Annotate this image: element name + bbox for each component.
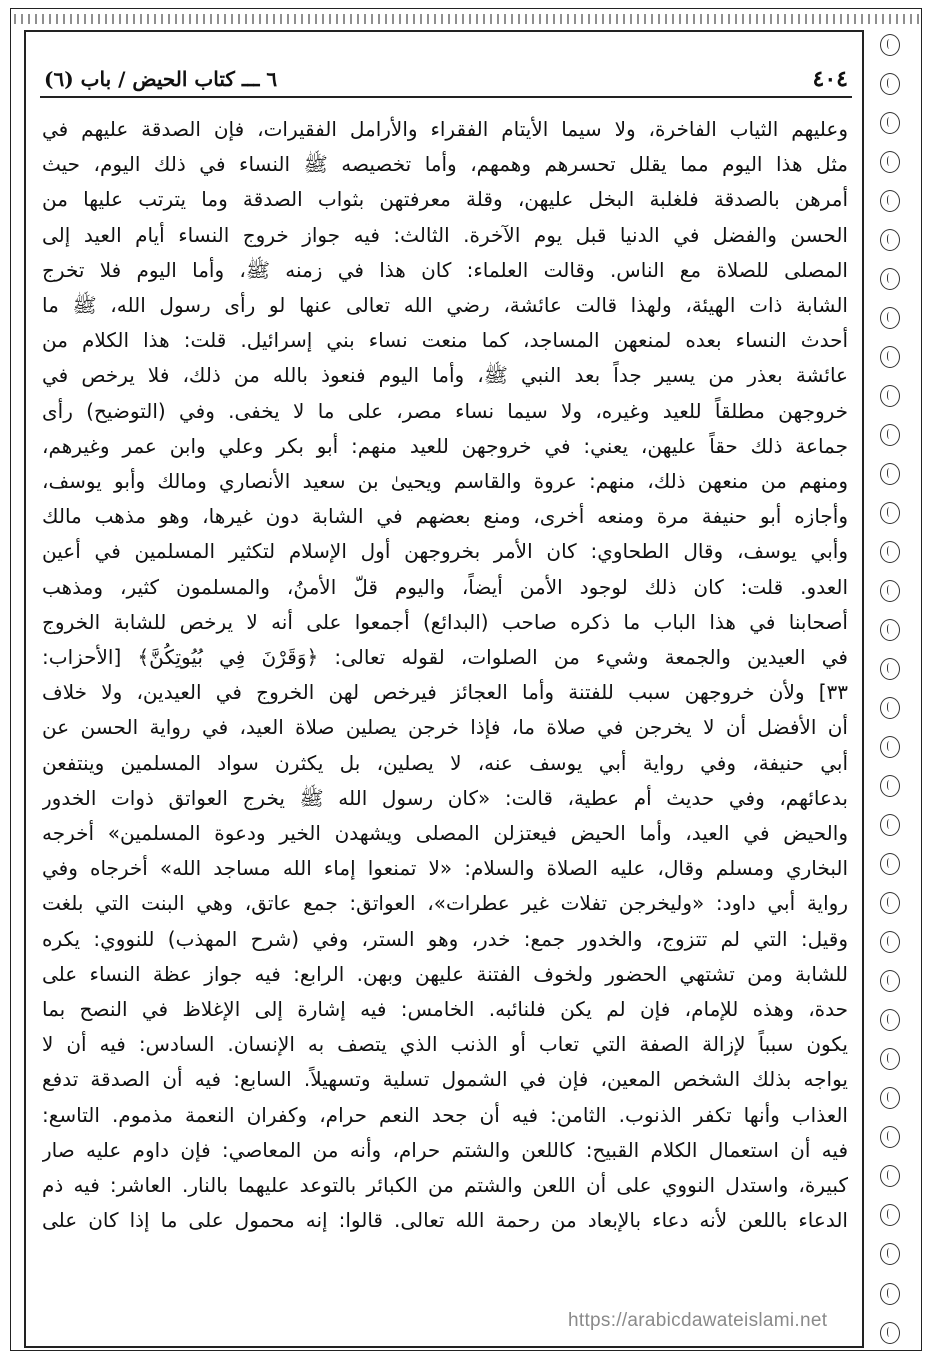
text-line: العذاب وأنها تكفر الذنوب. الثامن: فيه أن جحد النعم حرام، وكفران النعمة مذموم. التاسع: (42, 1102, 848, 1127)
ornament-icon (880, 502, 900, 524)
text-line: عائشة بعذر من يسير جداً بعد النبي ﷺ، وأما اليوم فنعوذ بالله من ذلك، فلا يرخص في (42, 363, 848, 388)
ornament-icon (880, 1204, 900, 1226)
text-line: أحدث النساء بعده لمنعهن المساجد، كما منعت نساء بني إسرائيل. قلت: هذا الكلام من (42, 328, 848, 353)
text-line: للشابة ومن تشتهي الحضور ولخوف الفتنة عليهن وبهن. الرابع: فيه جواز عظة النساء على (42, 961, 848, 986)
text-line: حدة، وهذه للإمام، فإن لم يكن فلنائبه. الخامس: فيه إشارة إلى الإغلاظ في النصح بما (42, 997, 848, 1022)
ornament-icon (880, 424, 900, 446)
ornament-icon (880, 658, 900, 680)
ornament-icon (880, 1243, 900, 1265)
text-line: الحسن والفضل في الدنيا قبل يوم الآخرة. الثالث: فيه جواز خروج النساء أيام العيد إلى (42, 222, 848, 247)
text-line: وأجازه أبو حنيفة مرة ومنعه أخرى، ومنع بعضهم في الشابة دون غيرها، وهو مذهب مالك (42, 504, 848, 529)
ornament-icon (880, 463, 900, 485)
text-line: المصلى للصلاة مع الناس. وقالت العلماء: كان هذا في زمنه ﷺ، وأما اليوم فلا تخرج (42, 257, 848, 282)
ornament-icon (880, 1009, 900, 1031)
ornament-icon (880, 1283, 900, 1305)
ornament-icon (880, 853, 900, 875)
text-line: البخاري ومسلم وقال، عليه الصلاة والسلام: «لا تمنعوا إماء الله مساجد الله» أخرجاه وفي (42, 856, 848, 881)
text-line: أصحابنا في هذا الباب ما ذكره صاحب (البدائع) أجمعوا على أنه لا يرخص للشابة الخروج (42, 609, 848, 634)
text-line: ومنهم من منعهن ذلك، منهم: عروة والقاسم ويحيىٰ بن سعيد الأنصاري ومالك وأبو يوسف، (42, 469, 848, 494)
text-line: رواية أبي داود: «وليخرجن تفلات غير عطرات»، العواتق: جمع عاتق، وهي البنت التي بلغت (42, 891, 848, 916)
ornament-icon (880, 229, 900, 251)
text-line: في العيدين والجمعة وشيء من الصلوات، لقوله تعالى: ﴿وَقَرْنَ فِي بُيُوتِكُنَّ﴾ [الأحزاب: (42, 645, 848, 670)
text-line: والحيض في العيد، وأما الحيض فيعتزلن المصلى ويشهدن الخير ودعوة المسلمين» أخرجه (42, 821, 848, 846)
side-ornament-column (862, 30, 918, 1348)
page-body (42, 112, 848, 1239)
running-title: ٦ ـــ كتاب الحيض / باب (٦) (44, 67, 278, 91)
ornament-icon (880, 190, 900, 212)
ornament-icon (880, 1048, 900, 1070)
ornament-icon (880, 1165, 900, 1187)
watermark-url: https://arabicdawateislami.net (568, 1310, 828, 1331)
text-line: أمرهن بالصدقة فلغلبة البخل عليهن، وقلة معرفتهن بثواب الصدقة وما يترتب عليها من (42, 187, 848, 212)
ornament-icon (880, 151, 900, 173)
text-line: الشابة ذات الهيئة، ولهذا قالت عائشة، رضي الله تعالى عنها لو رأى رسول الله، ﷺ ما (42, 293, 848, 318)
ornament-icon (880, 268, 900, 290)
text-line: كبيرة، واستدل النووي على أن اللعن والشتم من الكبائر بالتوعد عليهما بالنار. العاشر: فيه ذم (42, 1173, 848, 1198)
text-line: وعليهم الثياب الفاخرة، ولا سيما الأيتام الفقراء والأرامل الفقيرات، فإن الصدقة عليهم في (42, 117, 848, 141)
ornament-icon (880, 34, 900, 56)
ornament-icon (880, 112, 900, 134)
text-line: أن الأفضل أن لا يخرجن في صلاة ما، فإذا خرجن يصلين صلاة العيد، في رواية الحسن عن (42, 715, 848, 740)
ornament-icon (880, 814, 900, 836)
text-line: وقيل: التي لم تتزوج، والخدور جمع: خدر، وهو الستر، وفي (شرح المهذب) للنووي: يكره (42, 926, 848, 951)
page-number: ٤٠٤ (812, 66, 848, 92)
text-line: جماعة ذلك حقاً عليهن، يعني: في خروجهن للعيد منهم: أبو بكر وعلي وابن عمر وغيرهم، (42, 433, 848, 458)
text-line: يواجه بذلك الشخص المعين، فإن في الشمول تسلية وتسهيلاً. السابع: فيه أن الصدقة تدفع (42, 1067, 848, 1092)
ornament-icon (880, 892, 900, 914)
text-line: بدعائهم، وفي حديث أم عطية، قالت: «كان رسول الله ﷺ يخرج العواتق ذوات الخدور (42, 785, 848, 810)
page-header (40, 62, 852, 98)
ornament-icon (880, 1322, 900, 1344)
ornament-icon (880, 970, 900, 992)
ornament-icon (880, 1126, 900, 1148)
text-line: مثل هذا اليوم مما يقلل تحسرهم وهمهم، وأما تخصيصه ﷺ النساء في ذلك اليوم، حيث (42, 152, 848, 177)
ornament-icon (880, 1087, 900, 1109)
ornament-icon (880, 307, 900, 329)
ornament-icon (880, 931, 900, 953)
text-line: أبي حنيفة، وفي رواية أبي يوسف عنه، لا يصلين، بل يكثرن سواد المسلمين وينتفعن (42, 750, 848, 775)
ornament-icon (880, 73, 900, 95)
text-line: يكون سبباً لإزالة الصفة التي تعاب أو الذنب الذي يتصف به الإنسان. السادس: فيه أن لا (42, 1032, 848, 1057)
ornament-icon (880, 541, 900, 563)
ornament-icon (880, 697, 900, 719)
text-line: الدعاء باللعن لأنه دعاء بالإبعاد من رحمة الله تعالى. قالوا: إنه محمول على ما إذا كان على (42, 1208, 848, 1233)
ornament-icon (880, 775, 900, 797)
ornament-icon (880, 736, 900, 758)
ornament-icon (880, 580, 900, 602)
text-line: خروجهن مطلقاً للعيد وغيره، ولا سيما نساء مصر، على ما لا يخفى. وفي (التوضيح) رأى (42, 398, 848, 423)
text-line: فيه أن استعمال الكلام القبيح: كاللعن والشتم حرام، وأنه من المعاصي: فإن داوم عليه صار (42, 1137, 848, 1162)
ornament-icon (880, 385, 900, 407)
text-line: ٣٣] ولأن خروجهن سبب للفتنة وأما العجائز فيرخص لهن الخروج في العيدين، ولا خلاف (42, 680, 848, 705)
text-line: العدو. قلت: كان ذلك لوجود الأمن أيضاً، واليوم قلّ الأمنُ، والمسلمون كثير، ومذهب (42, 574, 848, 599)
text-line: وأبي يوسف، وقال الطحاوي: كان الأمر بخروجهن أول الإسلام لتكثير المسلمين في أعين (42, 539, 848, 564)
ornament-icon (880, 619, 900, 641)
ornament-icon (880, 346, 900, 368)
